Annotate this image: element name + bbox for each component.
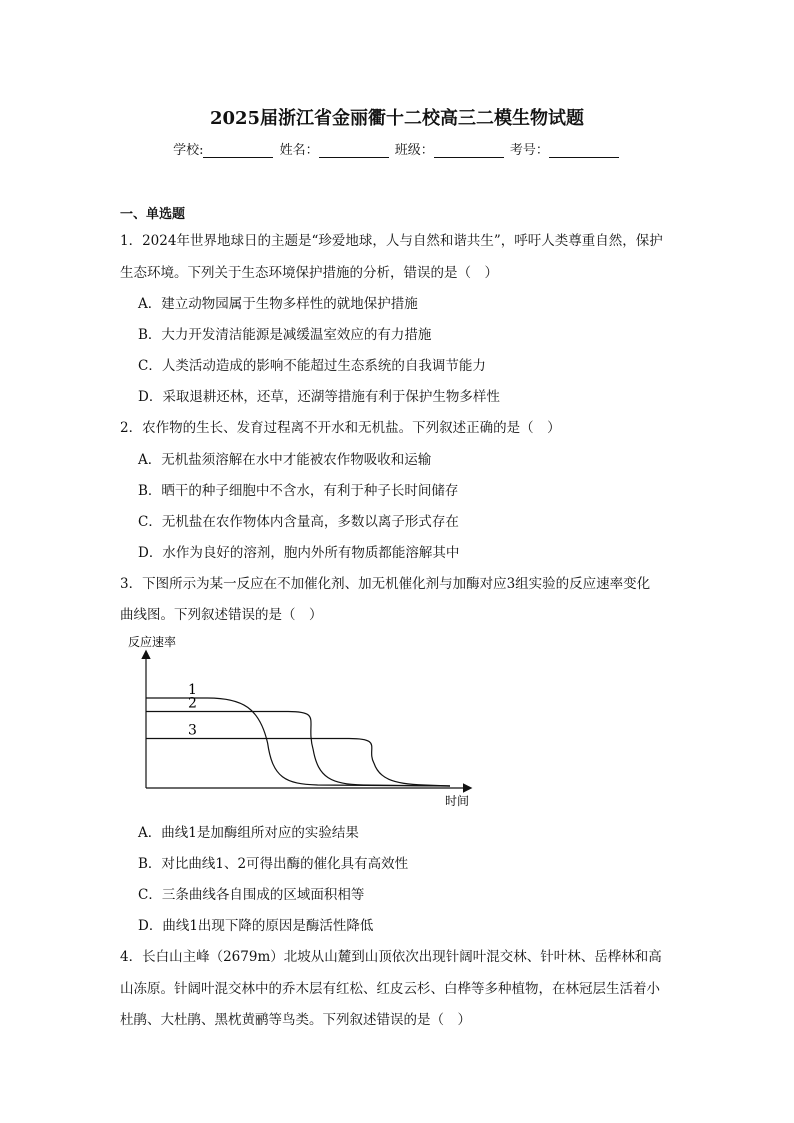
question-1-option-b: B．大力开发清洁能源是减缓温室效应的有力措施 xyxy=(138,327,432,343)
exam-number-blank[interactable] xyxy=(549,145,619,158)
student-info-line xyxy=(0,139,794,158)
question-1-option-a: A．建立动物园属于生物多样性的就地保护措施 xyxy=(138,296,418,312)
x-axis-label: 时间 xyxy=(445,794,470,808)
question-4-line-1: 4．长白山主峰（2679m）北坡从山麓到山顶依次出现针阔叶混交林、针叶林、岳桦林和高 xyxy=(120,949,662,965)
question-3-line-2: 曲线图。下列叙述错误的是（ ） xyxy=(120,607,323,623)
page-title: 2025届浙江省金丽衢十二校高三二模生物试题 xyxy=(209,108,585,129)
curves-group xyxy=(146,682,450,786)
name-blank[interactable] xyxy=(319,145,389,158)
curve-label-2: 2 xyxy=(188,695,197,712)
question-2-line-1: 2．农作物的生长、发育过程离不开水和无机盐。下列叙述正确的是（ ） xyxy=(120,420,561,436)
question-3-option-b: B．对比曲线1、2可得出酶的催化具有高效性 xyxy=(138,856,409,872)
question-3-option-d: D．曲线1出现下降的原因是酶活性降低 xyxy=(138,918,374,934)
reaction-rate-chart xyxy=(120,628,490,810)
name-label: 姓名： xyxy=(279,143,319,158)
question-1-line-2: 生态环境。下列关于生态环境保护措施的分析，错误的是（ ） xyxy=(120,265,498,281)
class-blank[interactable] xyxy=(434,145,504,158)
curve-label-1: 1 xyxy=(188,682,197,698)
question-2-option-a: A．无机盐须溶解在水中才能被农作物吸收和运输 xyxy=(138,452,432,468)
exam-number-label: 考号： xyxy=(509,143,549,158)
question-1-option-d: D．采取退耕还林，还草，还湖等措施有利于保护生物多样性 xyxy=(138,389,500,405)
class-label: 班级： xyxy=(394,143,434,158)
curve-label-3: 3 xyxy=(188,722,197,739)
school-blank[interactable] xyxy=(203,145,273,158)
school-label: 学校: xyxy=(173,143,204,158)
question-4-line-3: 杜鹃、大杜鹃、黑枕黄鹂等鸟类。下列叙述错误的是（ ） xyxy=(120,1012,471,1028)
question-2-option-c: C．无机盐在农作物体内含量高，多数以离子形式存在 xyxy=(138,514,459,530)
y-axis-label: 反应速率 xyxy=(128,635,177,649)
question-2-option-d: D．水作为良好的溶剂，胞内外所有物质都能溶解其中 xyxy=(138,545,460,561)
question-1-option-c: C．人类活动造成的影响不能超过生态系统的自我调节能力 xyxy=(138,358,486,374)
question-1-line-1: 1．2024年世界地球日的主题是“珍爱地球，人与自然和谐共生”，呼吁人类尊重自然，保护 xyxy=(120,233,663,249)
question-2-option-b: B．晒干的种子细胞中不含水，有利于种子长时间储存 xyxy=(138,483,459,499)
question-3-line-1: 3．下图所示为某一反应在不加催化剂、加无机催化剂与加酶对应3组实验的反应速率变化 xyxy=(120,576,651,592)
curve-3 xyxy=(146,739,450,787)
question-4-line-2: 山冻原。针阔叶混交林中的乔木层有红松、红皮云杉、白桦等多种植物，在林冠层生活着小 xyxy=(120,981,660,997)
section-heading: 一、单选题 xyxy=(120,207,186,222)
question-3-option-a: A．曲线1是加酶组所对应的实验结果 xyxy=(138,825,359,841)
question-3-option-c: C．三条曲线各自围成的区域面积相等 xyxy=(138,887,365,903)
